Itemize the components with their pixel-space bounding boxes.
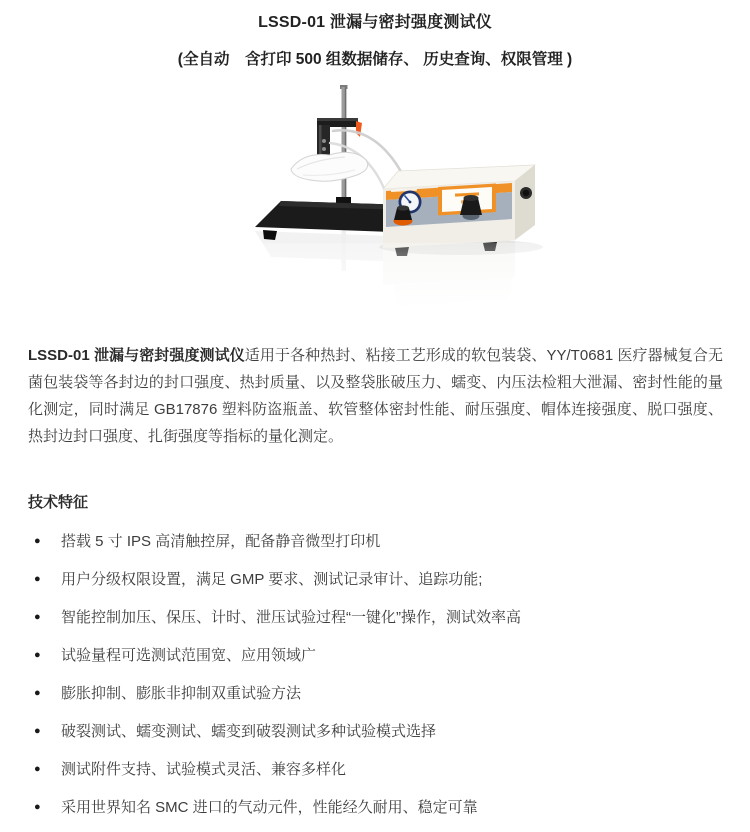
feature-item <box>28 794 728 821</box>
intro-lead: LSSD-01 泄漏与密封强度测试仪 <box>28 347 245 364</box>
feature-item <box>28 642 728 669</box>
feature-text: 试验量程可选测试范围宽、应用领域广 <box>61 647 317 664</box>
sample-pouch <box>291 152 368 181</box>
stand-foot <box>263 230 277 240</box>
feature-item <box>28 756 728 783</box>
feature-text: 智能控制加压、保压、计时、泄压试验过程“一键化”操作，测试效率高 <box>61 609 521 626</box>
feature-text: 搭载 5 寸 IPS 高清触控屏，配备静音微型打印机 <box>61 533 381 550</box>
bullet-icon: ● <box>34 611 41 623</box>
bullet-icon: ● <box>34 649 41 661</box>
page-subtitle: (全自动 含打印 500 组数据储存、 历史查询、权限管理 ) <box>177 51 573 68</box>
feature-item <box>28 718 728 745</box>
product-photo <box>233 85 555 327</box>
instrument-foot <box>483 242 497 251</box>
feature-item <box>28 528 728 555</box>
instrument-foot <box>395 247 409 256</box>
feature-text: 采用世界知名 SMC 进口的气动元件，性能经久耐用、稳定可靠 <box>61 799 478 816</box>
feature-text: 破裂测试、蠕变测试、蠕变到破裂测试多种试验模式选择 <box>61 723 437 740</box>
bullet-icon: ● <box>34 687 41 699</box>
bullet-icon: ● <box>34 763 41 775</box>
intro-body: 适用于各种热封、粘接工艺形成的软包装袋、YY/T0681 医疗器械复合无菌包装袋等各封边的封口强度、热封质量、以及整袋胀破压力、蠕变、内压法检粗大泄漏、密封性能的量化测定，同时满足 GB17876 塑料防盗瓶盖、软管整体密封性能、耐压强度、帽体连接强度、脱口强度、热封边封口强度、扎街强度等指标的量化测定。 <box>28 347 723 445</box>
feature-text: 膨胀抑制、膨胀非抑制双重试验方法 <box>61 685 302 702</box>
instrument-box <box>379 165 543 256</box>
intro-paragraph <box>28 342 723 450</box>
feature-item <box>28 566 728 593</box>
page-title: LSSD-01 泄漏与密封强度测试仪 <box>258 14 492 31</box>
feature-text: 测试附件支持、试验模式灵活、兼容多样化 <box>61 761 347 778</box>
product-photo-illustration <box>233 85 555 327</box>
feature-item <box>28 604 728 631</box>
bullet-icon: ● <box>34 725 41 737</box>
feature-item <box>28 680 728 707</box>
bullet-icon: ● <box>34 535 41 547</box>
features-list <box>28 528 728 832</box>
features-heading: 技术特征 <box>28 494 89 511</box>
feature-text: 用户分级权限设置，满足 GMP 要求、测试记录审计、追踪功能; <box>61 571 483 588</box>
bullet-icon: ● <box>34 573 41 585</box>
bullet-icon: ● <box>34 801 41 813</box>
